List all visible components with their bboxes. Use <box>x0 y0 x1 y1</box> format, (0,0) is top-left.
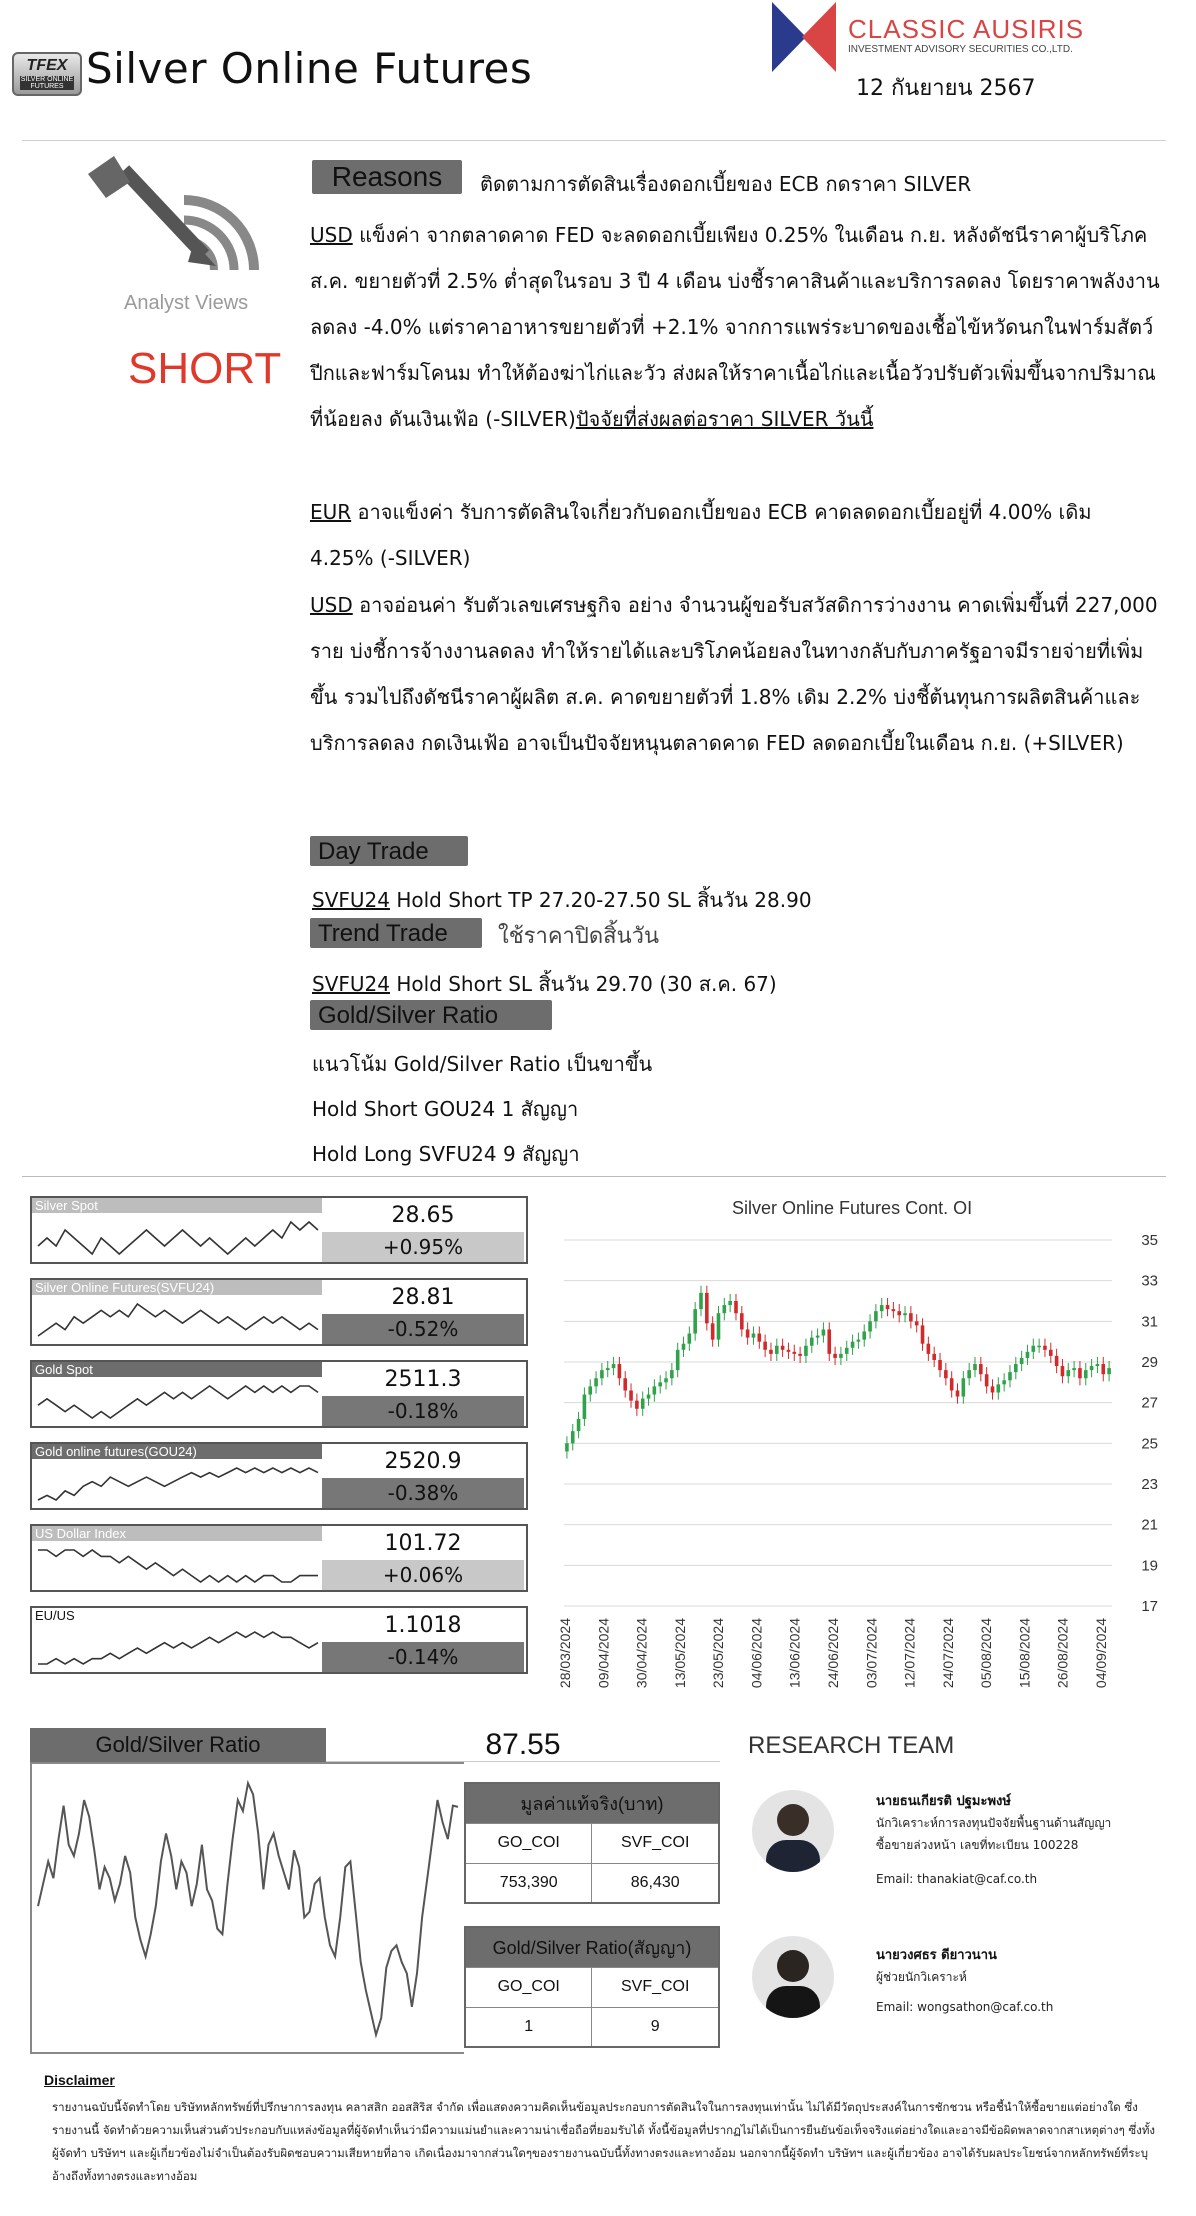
ratio-chart-box <box>30 1762 464 2054</box>
candle-body <box>711 1323 715 1339</box>
ratio-series-line <box>38 1783 458 2035</box>
currency-eur: EUR <box>310 500 352 524</box>
x-tick-label: 28/03/2024 <box>557 1618 573 1689</box>
candle-body <box>874 1311 878 1321</box>
x-tick-label: 04/09/2024 <box>1093 1618 1109 1689</box>
candle-body <box>1026 1352 1030 1358</box>
reason-paragraph-3 <box>310 582 1160 766</box>
panel-change: +0.06% <box>322 1560 524 1590</box>
trend-trade-text: Hold Short SL สิ้นวัน 29.70 (30 ส.ค. 67) <box>389 972 777 996</box>
panel-change: -0.52% <box>322 1314 524 1344</box>
analyst-view-signal: SHORT <box>128 344 282 393</box>
candle-body <box>892 1309 896 1311</box>
candle-body <box>973 1364 977 1370</box>
x-tick-label: 30/04/2024 <box>633 1618 650 1689</box>
research-team-heading: RESEARCH TEAM <box>748 1732 955 1759</box>
candle-body <box>693 1309 697 1333</box>
day-trade-line <box>312 884 812 916</box>
panel-label: Silver Spot <box>32 1198 322 1213</box>
candle-body <box>769 1350 773 1354</box>
candle-body <box>647 1395 651 1399</box>
divider <box>22 1176 1166 1177</box>
value-cell-1: 753,390 <box>465 1863 592 1903</box>
candle-body <box>641 1399 645 1409</box>
candle-body <box>839 1354 843 1358</box>
candle-body <box>600 1370 604 1378</box>
candle-body <box>851 1342 855 1348</box>
brand-name: CLASSIC AUSIRIS <box>848 14 1085 44</box>
logo-text: TFEX <box>26 57 68 74</box>
candle-body <box>1078 1368 1082 1378</box>
sparkline <box>34 1214 322 1260</box>
sparkline-path <box>38 1386 318 1418</box>
market-panel <box>30 1196 528 1264</box>
disclaimer-title: Disclaimer <box>44 2072 115 2088</box>
panel-value: 1.1018 <box>384 1613 462 1638</box>
candle-body <box>588 1386 592 1394</box>
candle-body <box>670 1370 674 1378</box>
person-role-2: ผู้ช่วยนักวิเคราะห์ <box>876 1970 967 1984</box>
panel-label: US Dollar Index <box>32 1526 322 1541</box>
x-tick-label: 15/08/2024 <box>1016 1618 1033 1689</box>
candle-body <box>740 1313 744 1329</box>
panel-change: -0.14% <box>322 1642 524 1672</box>
sparkline <box>34 1378 322 1424</box>
person-name-2: นายวงศธร ดียาวนาน <box>876 1948 997 1963</box>
panel-value: 28.65 <box>391 1203 455 1228</box>
candle-body <box>862 1332 866 1340</box>
trend-trade-tag: Trend Trade <box>310 918 482 948</box>
y-tick-label: 23 <box>1141 1476 1158 1493</box>
panel-value: 2520.9 <box>384 1449 462 1474</box>
reasons-tag: Reasons <box>312 160 462 194</box>
ratio-heading: Gold/Silver Ratio <box>30 1728 326 1762</box>
x-tick-label: 26/08/2024 <box>1054 1618 1071 1689</box>
candle-body <box>612 1364 616 1368</box>
candle-body <box>606 1368 610 1370</box>
reason-text-3: อาจอ่อนค่า รับตัวเลขเศรษฐกิจ อย่าง จำนวนผู้ขอรับสวัสดิการว่างงาน คาดเพิ่มขึ้นที่ 227,000 ราย บ่งชี้การจ้างงานลดลง ทำให้รายได้และบริโภคน้อยลงในทางกลับกับภาครัฐอาจมีรายจ่ายที่เพิ่มขึ้น รวมไปถึงดัชนีราคาผู้ผลิต ส.ค. คาดขยายตัวที่ 1.8% เดิม 2.2% บ่งชี้ต้นทุนการผลิตสินค้าและบริการลดลง กดเงินเฟ้อ อาจเป็นปัจจัยหนุนตลาดคาด FED ลดดอกเบี้ยในเดือน ก.ย. (+SILVER) <box>310 593 1158 755</box>
candle-body <box>781 1346 785 1350</box>
y-tick-label: 33 <box>1141 1272 1158 1290</box>
sparkline <box>34 1624 322 1670</box>
day-trade-tag: Day Trade <box>310 836 468 866</box>
candle-body <box>658 1382 662 1386</box>
y-tick-label: 25 <box>1141 1435 1158 1453</box>
contract-col-1: GO_COI <box>465 1967 592 2007</box>
x-tick-label: 03/07/2024 <box>863 1618 880 1689</box>
candle-body <box>1107 1368 1111 1374</box>
candle-body <box>664 1378 668 1382</box>
reasons-headline: ติดตามการตัดสินเรื่องดอกเบี้ยของ ECB กดราคา SILVER <box>480 172 972 196</box>
candle-body <box>635 1401 639 1409</box>
trend-trade-note: ใช้ราคาปิดสิ้นวัน <box>498 924 660 949</box>
candle-body <box>979 1364 983 1374</box>
candle-body <box>1031 1346 1035 1352</box>
person-icon <box>752 1790 834 1872</box>
currency-usd: USD <box>310 223 353 247</box>
page-title: Silver Online Futures <box>86 44 533 93</box>
y-tick-label: 19 <box>1141 1557 1158 1575</box>
logo-sub: SILVER ONLINE FUTURES <box>20 76 74 90</box>
candle-body <box>921 1325 925 1343</box>
brand-subtitle: INVESTMENT ADVISORY SECURITIES CO.,LTD. <box>848 44 1073 55</box>
ratio-line-chart <box>32 1764 464 2052</box>
candle-body <box>938 1360 942 1370</box>
value-cell-2: 86,430 <box>592 1863 719 1903</box>
candle-body <box>1061 1366 1065 1376</box>
candle-body <box>676 1350 680 1370</box>
candle-body <box>915 1321 919 1325</box>
candle-body <box>1049 1350 1053 1356</box>
candle-body <box>804 1346 808 1356</box>
candle-body <box>1101 1364 1105 1374</box>
gs-line-3: Hold Long SVFU24 9 สัญญา <box>312 1142 580 1166</box>
candle-body <box>985 1374 989 1386</box>
candle-body <box>956 1390 960 1396</box>
candle-body <box>1014 1364 1018 1372</box>
candle-body <box>897 1311 901 1315</box>
market-panel <box>30 1442 528 1510</box>
candle-body <box>583 1395 587 1419</box>
person-role-1: นักวิเคราะห์การลงทุนปัจจัยพื้นฐานด้านสัญญา <box>876 1816 1112 1830</box>
contract-cell-1: 1 <box>465 2007 592 2047</box>
candle-body <box>962 1378 966 1396</box>
panel-value: 2511.3 <box>384 1367 462 1392</box>
trend-trade-line <box>312 968 777 1000</box>
contract-table-title: Gold/Silver Ratio(สัญญา) <box>465 1927 719 1967</box>
candle-body <box>880 1305 884 1311</box>
panel-value: 28.81 <box>391 1285 455 1310</box>
x-tick-label: 24/06/2024 <box>825 1618 841 1689</box>
candle-body <box>1037 1346 1041 1348</box>
candle-body <box>909 1313 913 1321</box>
candle-body <box>991 1386 995 1392</box>
sparkline-path <box>38 1304 318 1336</box>
y-tick-label: 27 <box>1141 1394 1158 1412</box>
candle-body <box>886 1305 890 1309</box>
panel-label: Gold online futures(GOU24) <box>32 1444 322 1459</box>
value-col-2: SVF_COI <box>592 1823 719 1863</box>
person-email-1[interactable]: Email: thanakiat@caf.co.th <box>876 1872 1038 1886</box>
avatar <box>752 1790 834 1872</box>
reason-paragraph-2 <box>310 489 1160 581</box>
disclaimer-text: รายงานฉบับนี้จัดทำโดย บริษัทหลักทรัพย์ที่ปรึกษาการลงทุน คลาสสิก ออสสิริส จำกัด เพื่อแสดงความคิดเห็นข้อมูลประกอบการตัดสินใจในการลงทุนเท่านั้น ไม่ได้มีวัตถุประสงค์ในการชักชวน หรือชี้นำให้ซื้อขายแต่อย่างใด ซึ่งรายงานนี้ จัดทำด้วยความเห็นส่วนตัวประกอบกับแหล่งข้อมูลที่ผู้จัดทำเห็นว่ามีความแม่นยำและความน่าเชื่อถือที่ยอมรับได้ ทั้งนี้ข้อมูลที่ปรากฏไม่ได้เป็นการยืนยันข้อเท็จจริงแต่อย่างใดและอาจมีข้อผิดพลาดจากสาเหตุต่างๆ ซึ่งทั้งผู้จัดทำ บริษัทฯ และผู้เกี่ยวข้องไม่จำเป็นต้องรับผิดชอบความเสียหายที่อาจ เกิดเนื่องมาจากส่วนใดๆของรายงานฉบับนี้ทั้งทางตรงและทางอ้อม นอกจากนี้ผู้จัดทำ บริษัทฯ และผู้เกี่ยวข้อง อาจได้รับผลประโยชน์จากหลักทรัพย์ที่ระบุอ้างถึงทั้งทางตรงและทางอ้อม <box>52 2100 1156 2183</box>
sparkline <box>34 1460 322 1506</box>
day-trade-text: Hold Short TP 27.20-27.50 SL สิ้นวัน 28.90 <box>389 888 812 912</box>
candle-body <box>787 1350 791 1352</box>
candle-body <box>1055 1356 1059 1366</box>
candle-body <box>868 1321 872 1331</box>
candle-body <box>752 1334 756 1338</box>
candle-body <box>792 1352 796 1354</box>
candle-body <box>944 1370 948 1378</box>
value-table <box>464 1782 720 1904</box>
person-role-1b: ซื้อขายล่วงหน้า เลขที่ทะเบียน 100228 <box>876 1838 1079 1852</box>
x-tick-label: 24/07/2024 <box>939 1618 956 1689</box>
candle-body <box>1072 1368 1076 1370</box>
x-tick-label: 09/04/2024 <box>595 1618 612 1689</box>
candle-body <box>775 1346 779 1354</box>
value-col-1: GO_COI <box>465 1823 592 1863</box>
candle-body <box>1002 1380 1006 1384</box>
candle-body <box>1066 1370 1070 1376</box>
candle-body <box>618 1364 622 1378</box>
x-tick-label: 13/05/2024 <box>671 1618 688 1689</box>
report-date: 12 กันยายน 2567 <box>856 76 1036 101</box>
y-tick-label: 29 <box>1141 1354 1158 1371</box>
y-tick-label: 21 <box>1141 1516 1158 1534</box>
candle-body <box>682 1344 686 1350</box>
ratio-value: 87.55 <box>326 1728 720 1762</box>
candle-body <box>565 1443 569 1451</box>
sparkline-path <box>38 1222 318 1254</box>
candle-body <box>594 1378 598 1386</box>
candle-body <box>1096 1364 1100 1366</box>
candle-body <box>845 1348 849 1354</box>
market-panel <box>30 1606 528 1674</box>
candle-body <box>723 1305 727 1313</box>
y-tick-label: 31 <box>1141 1313 1158 1331</box>
candle-body <box>629 1390 633 1400</box>
candle-body <box>903 1313 907 1315</box>
candlestick-chart <box>540 1218 1180 1718</box>
candle-body <box>927 1344 931 1354</box>
panel-label: Gold Spot <box>32 1362 322 1377</box>
panel-change: -0.18% <box>322 1396 524 1426</box>
candle-body <box>717 1313 721 1339</box>
sparkline-path <box>38 1550 318 1582</box>
candle-body <box>967 1370 971 1378</box>
value-table-title: มูลค่าแท้จริง(บาท) <box>465 1783 719 1823</box>
reason-link[interactable]: ปัจจัยที่ส่งผลต่อราคา SILVER วันนี้ <box>575 407 874 431</box>
y-tick-label: 17 <box>1141 1598 1158 1615</box>
day-trade-symbol: SVFU24 <box>312 888 390 912</box>
candle-body <box>798 1354 802 1356</box>
candle-body <box>997 1384 1001 1392</box>
candle-body <box>705 1293 709 1324</box>
currency-usd-2: USD <box>310 593 353 617</box>
candle-body <box>623 1378 627 1390</box>
candle-body <box>950 1378 954 1390</box>
divider <box>22 140 1166 141</box>
sparkline <box>34 1296 322 1342</box>
market-panel <box>30 1360 528 1428</box>
chart-title: Silver Online Futures Cont. OI <box>732 1198 973 1218</box>
candle-body <box>1043 1346 1047 1350</box>
avatar <box>752 1936 834 2018</box>
candle-body <box>653 1386 657 1394</box>
candle-body <box>1084 1370 1088 1378</box>
x-tick-label: 05/08/2024 <box>978 1618 995 1689</box>
x-tick-label: 04/06/2024 <box>748 1618 765 1689</box>
candle-body <box>1020 1358 1024 1364</box>
candle-body <box>1090 1366 1094 1370</box>
candle-body <box>857 1340 861 1342</box>
trend-trade-symbol: SVFU24 <box>312 972 390 996</box>
reason-paragraph-1 <box>310 212 1160 442</box>
reason-text-2: อาจแข็งค่า รับการตัดสินใจเกี่ยวกับดอกเบี้ยของ ECB คาดลดดอกเบี้ยอยู่ที่ 4.00% เดิม 4.25% (-SILVER) <box>310 500 1092 570</box>
person-icon <box>752 1936 834 2018</box>
sparkline <box>34 1542 322 1588</box>
candle-body <box>816 1336 820 1338</box>
candle-body <box>827 1329 831 1353</box>
market-panel <box>30 1524 528 1592</box>
candle-body <box>571 1431 575 1443</box>
analyst-views-label: Analyst Views <box>124 292 249 314</box>
candle-body <box>734 1301 738 1313</box>
gold-silver-ratio-tag: Gold/Silver Ratio <box>310 1000 552 1030</box>
candle-body <box>688 1334 692 1344</box>
candle-body <box>932 1354 936 1360</box>
contract-table <box>464 1926 720 2048</box>
candle-body <box>763 1342 767 1350</box>
candle-body <box>822 1329 826 1335</box>
market-panel <box>30 1278 528 1346</box>
candle-body <box>833 1354 837 1358</box>
person-name-1: นายธนเกียรติ ปฐมะพงษ์ <box>876 1794 1011 1809</box>
gs-line-1: แนวโน้ม Gold/Silver Ratio เป็นขาขึ้น <box>312 1052 653 1076</box>
sparkline-path <box>38 1632 318 1664</box>
candle-body <box>699 1293 703 1309</box>
sparkline-path <box>38 1468 318 1500</box>
candle-body <box>728 1301 732 1305</box>
gs-line-2: Hold Short GOU24 1 สัญญา <box>312 1097 579 1121</box>
contract-col-2: SVF_COI <box>592 1967 719 2007</box>
person-email-2[interactable]: Email: wongsathon@caf.co.th <box>876 2000 1054 2014</box>
x-tick-label: 23/05/2024 <box>710 1618 727 1689</box>
panel-value: 101.72 <box>384 1531 462 1556</box>
panel-label: Silver Online Futures(SVFU24) <box>32 1280 322 1295</box>
panel-change: +0.95% <box>322 1232 524 1262</box>
reason-text-1: แข็งค่า จากตลาดคาด FED จะลดดอกเบี้ยเพียง 0.25% ในเดือน ก.ย. หลังดัชนีราคาผู้บริโภค ส.ค. ขยายตัวที่ 2.5% ต่ำสุดในรอบ 3 ปี 4 เดือน บ่งชี้ราคาสินค้าและบริการลดลง โดยราคาพลังงานลดลง -4.0% แต่ราคาอาหารขยายตัวที่ +2.1% จากการแพร่ระบาดของเชื้อไข้หวัดนกในฟาร์มสัตว์ปีกและฟาร์มโคนม ทำให้ต้องฆ่าไก่และวัว ส่งผลให้ราคาเนื้อไก่และเนื้อวัวปรับตัวเพิ่มขึ้นจากปริมาณที่น้อยลง ดันเงินเฟ้อ (-SILVER) <box>310 223 1160 431</box>
x-tick-label: 12/07/2024 <box>901 1618 918 1689</box>
candle-body <box>746 1329 750 1337</box>
brand-logo-icon <box>772 2 836 72</box>
y-tick-label: 35 <box>1141 1232 1158 1249</box>
panel-label: EU/US <box>32 1608 322 1623</box>
candle-body <box>1008 1372 1012 1380</box>
tfex-logo <box>12 52 82 96</box>
candle-body <box>577 1419 581 1431</box>
x-tick-label: 13/06/2024 <box>786 1618 803 1689</box>
candle-body <box>757 1334 761 1342</box>
candle-body <box>810 1338 814 1346</box>
contract-cell-2: 9 <box>592 2007 719 2047</box>
panel-change: -0.38% <box>322 1478 524 1508</box>
